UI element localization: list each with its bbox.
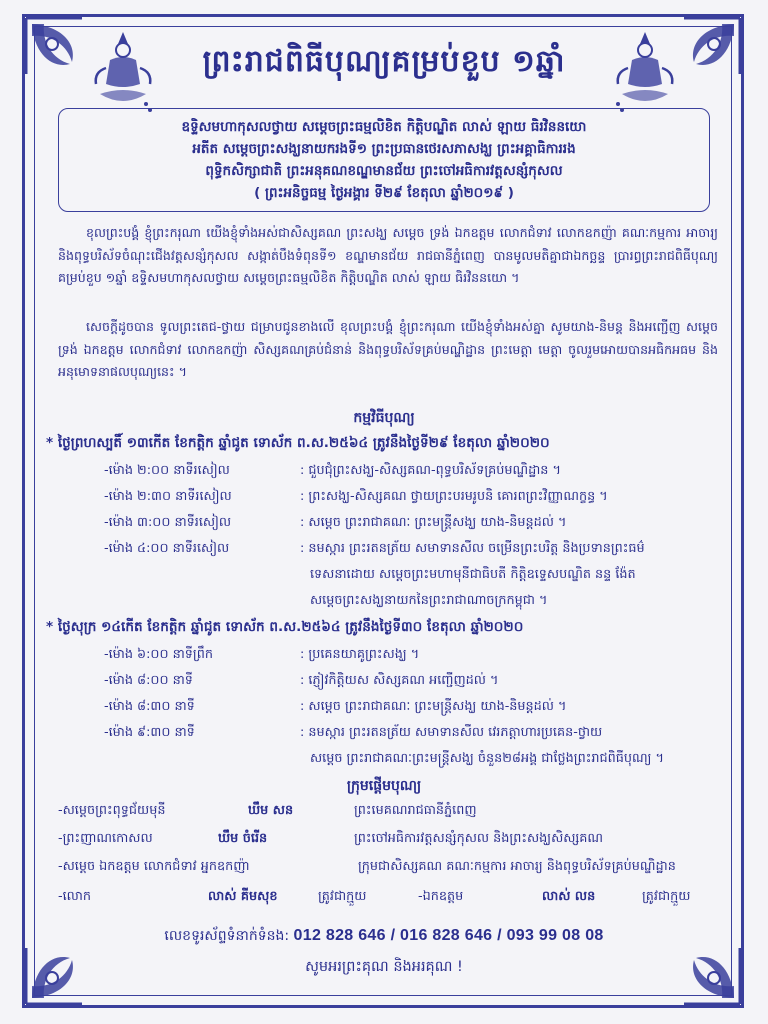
organizer-desc: ព្រះចៅអធិការវត្តសន្សំកុសល និងព្រះសង្ឃសិស្សគណ	[354, 831, 604, 846]
schedule-time: -ម៉ោង ៤:០០ នាទីរសៀល	[104, 541, 230, 556]
apsara-deity-icon	[88, 28, 158, 118]
header-line-1: ឧទ្ទិសមហាកុសលថ្វាយ សម្ដេចព្រះធម្មលិខិត កិត្តិបណ្ឌិត លាស់ ឡាយ ធិរវិននយោ	[181, 119, 587, 135]
contact-phone-numbers: 012 828 646 / 016 828 646 / 093 99 08 08	[293, 927, 604, 944]
apsara-deity-icon	[610, 28, 680, 118]
intro-paragraph-2: សេចក្ដីដូចបាន ទូលព្រះតេជ-ថ្វាយ ជម្រាបជូនខាងលើ ខុលព្រះបង្គំ ខ្ញុំព្រះករុណា យើងខ្ញុំទាំងអស់គ្នា សូមយាង-និមន្ត និងអញ្ជើញ សម្ដេច ទ្រង់ ឯកឧត្ដម លោកជំទាវ លោកឧកញ៉ា សិស្សគណគ្រប់ជំនាន់ និងពុទ្ធបរិស័ទគ្រប់មណ្ឌិដ្ឋាន ព្រះមេត្តា មេត្តា ចូលរួមអោយបានអធិកអធម និងអនុមោទនាផលបុណ្យនេះ ។	[58, 319, 718, 379]
intro-paragraph-1: ខុលព្រះបង្គំ ខ្ញុំព្រះករុណា យើងខ្ញុំទាំងអស់ជាសិស្សគណ ព្រះសង្ឃ សម្ដេច ទ្រង់ ឯកឧត្ដម លោកជំទាវ លោកឧកញ៉ា គណៈកម្មការ អាចារ្យ និងពុទ្ធបរិស័ទចំណុះជើងវត្តសន្សំកុសល សង្កាត់បឹងទំពុនទី១ ខណ្ឌមានជ័យ រាជធានីភ្នំពេញ បានមូលមតិគ្នាជាឯកច្ឆន្ទ ប្រារព្ធព្រះរាជពិធីបុណ្យគម្រប់ខួប ១ឆ្នាំ ឧទ្ទិសមហាកុសលថ្វាយ សម្ដេចព្រះធម្មលិខិត កិត្តិបណ្ឌិត លាស់ ឡាយ ធិរវិននយោ ។	[58, 225, 718, 285]
schedule-activity: : នមស្ការ ព្រះរតនត្រ័យ សមាទានសីល វេរភត្តាហារប្រគេន-ថ្វាយ	[300, 725, 603, 740]
schedule-time: -ម៉ោង ៦:០០ នាទីព្រឹក	[104, 647, 213, 662]
organizer-name: ឃឹម ចំរើន	[218, 831, 268, 846]
day2-heading: * ថ្ងៃសុក្រ ១៤កើត ខែកត្ដិក ឆ្នាំជូត ទោស័ក ព.ស.២៥៦៤ ត្រូវនឹងថ្ងៃទី៣០ ខែតុលា ឆ្នាំ២០២០	[46, 619, 524, 635]
header-line-4: ( ព្រះអនិច្ចធម្ម ថ្ងៃអង្គារ ទី២៩ ខែតុលា ឆ្នាំ២០១៩ )	[254, 185, 514, 201]
schedule-time: -ម៉ោង ៣:០០ នាទីរសៀល	[104, 515, 232, 530]
schedule-time: -ម៉ោង ៨:០០ នាទី	[104, 673, 193, 688]
organizer-role: -លោក	[58, 889, 92, 904]
contact-label: លេខទូរស័ព្ទទំនាក់ទំនង:	[164, 928, 290, 944]
schedule-activity: : សម្ដេច ព្រះរាជាគណៈ ព្រះមន្ត្រីសង្ឃ យាង-និមន្តដល់ ។	[300, 515, 567, 530]
organizer-name: លាស់ លន	[542, 889, 596, 904]
organizer-role: -សម្ដេច ឯកឧត្ដម លោកជំទាវ អ្នកឧកញ៉ា	[58, 859, 250, 874]
organizer-name: លាស់ គីមសុខ	[208, 889, 278, 904]
day1-heading: * ថ្ងៃព្រហស្បតិ៍ ១៣កើត ខែកត្ដិក ឆ្នាំជូត ទោស័ក ព.ស.២៥៦៤ ត្រូវនឹងថ្ងៃទី២៩ ខែតុលា ឆ្នាំ២០២០	[46, 435, 550, 451]
thanks-line: សូមអរព្រះគុណ និងអរគុណ !	[305, 959, 463, 975]
schedule-activity: : ជួបជុំព្រះសង្ឃ-សិស្សគណ-ពុទ្ធបរិស័ទគ្រប់មណ្ឌិដ្ឋាន ។	[300, 463, 561, 478]
organizer-desc: ក្រុមជាសិស្សគណ គណៈកម្មការ អាចារ្យ និងពុទ្ធបរិស័ទគ្រប់មណ្ឌិដ្ឋាន	[358, 859, 676, 874]
organizer-relation: ត្រូវជាក្មួយ	[642, 889, 691, 904]
organizer-desc: ព្រះមេគណរាជធានីភ្នំពេញ	[354, 803, 477, 818]
page-title: ព្រះរាជពិធីបុណ្យគម្រប់ខួប ១ឆ្នាំ	[202, 44, 566, 79]
header-line-2: អតីត សម្ដេចព្រះសង្ឃនាយករងទី១ ព្រះប្រធានថេរសភាសង្ឃ ព្រះអគ្គាធិការរង	[192, 141, 576, 157]
organizer-relation: ត្រូវជាក្មួយ	[318, 889, 367, 904]
schedule-activity: : ភ្ញៀវកិត្តិយស សិស្សគណ អញ្ជើញដល់ ។	[300, 673, 499, 688]
schedule-continuation: ទេសនាដោយ សម្ដេចព្រះមហាមុនីជាធិបតី កិត្តិឧទ្ទេសបណ្ឌិត នន្ទ ង៉ែត	[310, 567, 636, 582]
contact-line	[0, 926, 768, 947]
schedule-activity: : នមស្ការ ព្រះរតនត្រ័យ សមាទានសីល ចម្រើនព្រះបរិត្ត និងប្រទានព្រះធម៌	[300, 541, 645, 556]
schedule-time: -ម៉ោង ៩:៣០ នាទី	[104, 725, 195, 740]
schedule-activity: : សម្ដេច ព្រះរាជាគណៈ ព្រះមន្ត្រីសង្ឃ យាង-និមន្តដល់ ។	[300, 699, 567, 714]
schedule-continuation: សម្ដេចព្រះសង្ឃនាយកនៃព្រះរាជាណាចក្រកម្ពុជា ។	[310, 593, 548, 608]
header-line-3: ពុទ្ធិកសិក្សាជាតិ ព្រះអនុគណខណ្ឌមានជ័យ ព្រះចៅអធិការវត្តសន្សំកុសល	[205, 163, 563, 179]
schedule-time: -ម៉ោង ២:០០ នាទីរសៀល	[104, 463, 230, 478]
organizer-role: -ព្រះញាណកោសល	[58, 831, 153, 846]
organizer-role: -សម្ដេចព្រះពុទ្ធជ័យមុនី	[58, 803, 166, 818]
schedule-time: -ម៉ោង ២:៣០ នាទីរសៀល	[104, 489, 232, 504]
schedule-time: -ម៉ោង ៨:៣០ នាទី	[104, 699, 195, 714]
organizer-name: ឃឹម សន	[248, 803, 294, 818]
organizers-title: ក្រុមផ្ដើមបុណ្យ	[346, 778, 422, 794]
schedule-activity: : ប្រគេនយាគូព្រះសង្ឃ ។	[300, 647, 420, 662]
organizer-role: -ឯកឧត្ដម	[418, 889, 464, 904]
schedule-continuation: សម្ដេច ព្រះរាជាគណៈព្រះមន្ត្រីសង្ឃ ចំនួន២៨អង្គ ជាថ្លែងព្រះរាជពិធីបុណ្យ ។	[310, 751, 664, 766]
schedule-activity: : ព្រះសង្ឃ-សិស្សគណ ថ្វាយព្រះបរមរូបនិ គោរពព្រះវិញ្ញាណក្ខន្ធ ។	[300, 489, 608, 504]
program-title: កម្មវិធីបុណ្យ	[353, 410, 415, 426]
